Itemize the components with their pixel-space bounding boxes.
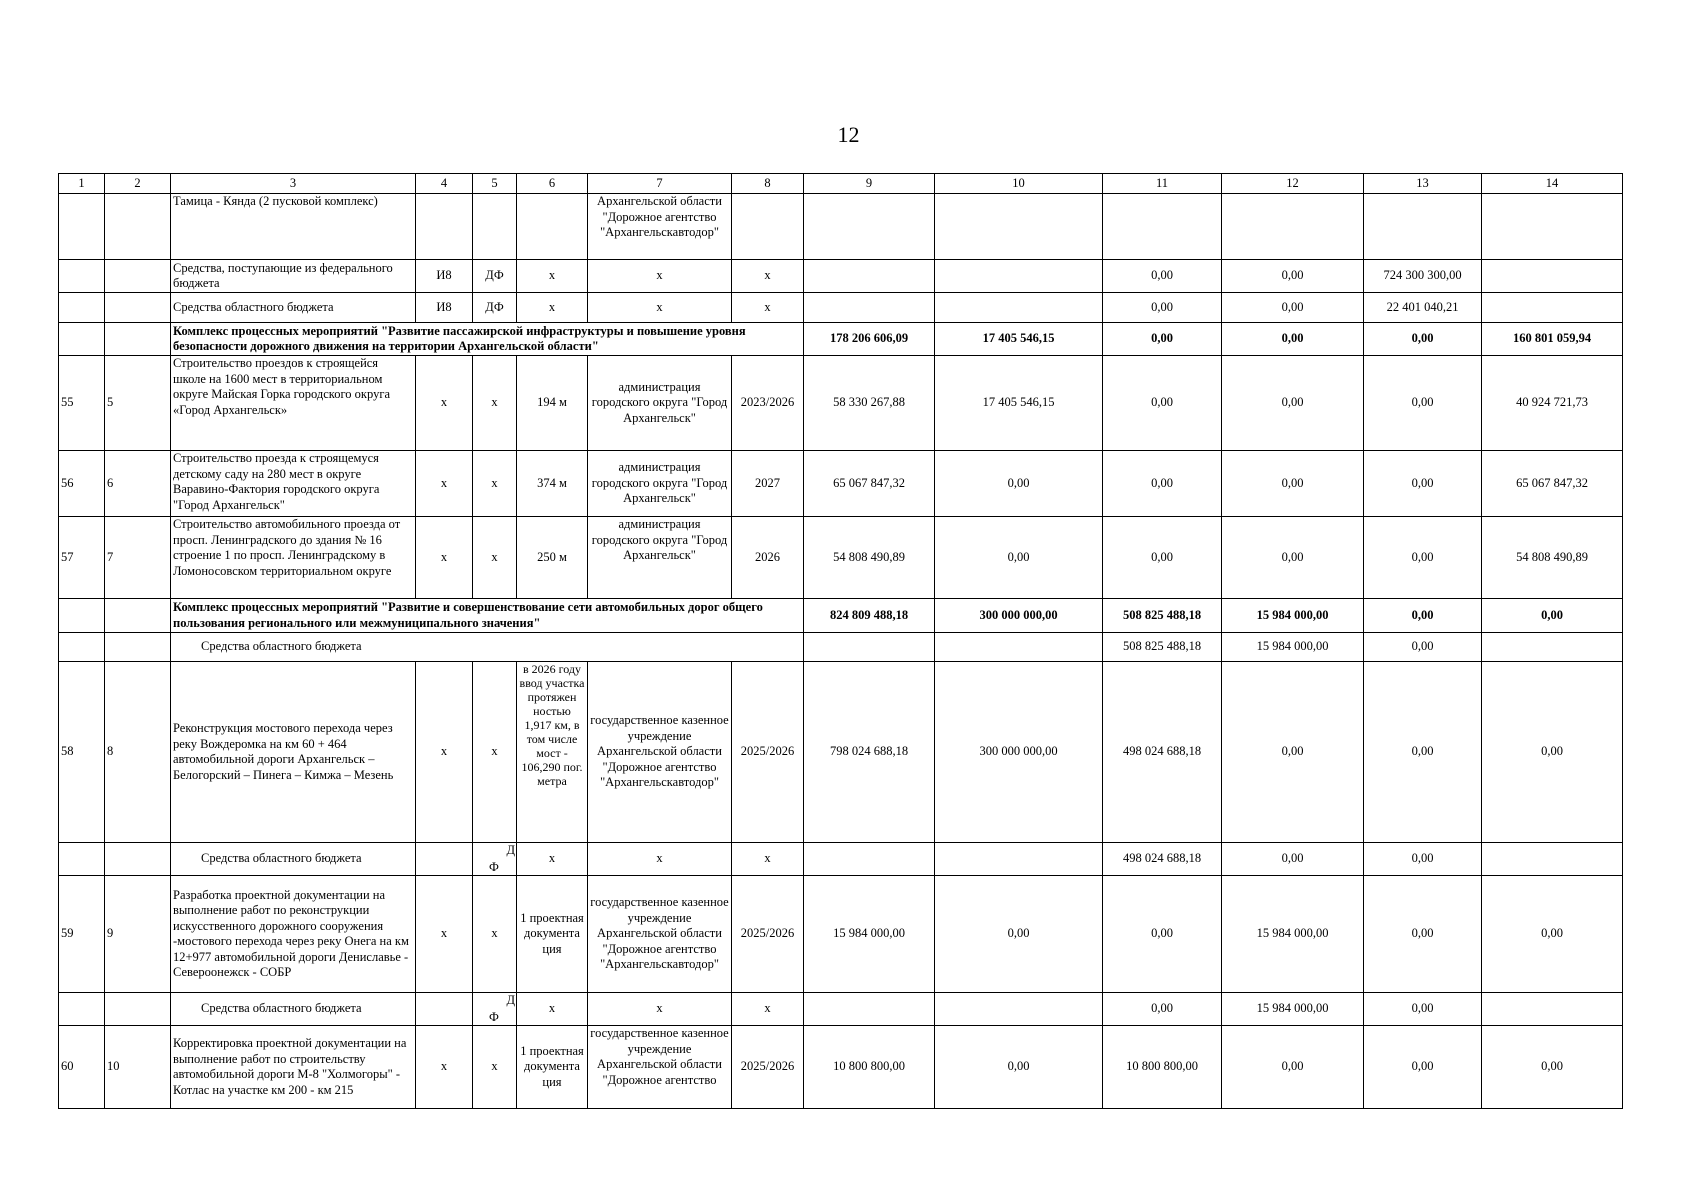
table-row [59, 260, 1623, 293]
executor: государственное казенное учреждение Архангельской области "Дорожное агентство "Архангельскавтодор" [588, 662, 732, 843]
amount-cell: 498 024 688,18 [1103, 662, 1222, 843]
period-cell: 2026 [732, 517, 804, 599]
col-header: 6 [517, 174, 588, 194]
activity-name: Корректировка проектной документации на выполнение работ по строительству автомобильной дороги М-8 "Холмогоры" - Котлас на участке км 200 - км 215 [171, 1026, 416, 1109]
amount-cell: 0,00 [1364, 517, 1482, 599]
cell: х [588, 993, 732, 1026]
cell: х [588, 293, 732, 323]
amount-cell: 798 024 688,18 [804, 662, 935, 843]
cell: х [588, 843, 732, 876]
amount-cell: 0,00 [1364, 993, 1482, 1026]
cell: х [517, 293, 588, 323]
amount-cell: 0,00 [1222, 293, 1364, 323]
amount-cell: 0,00 [1222, 1026, 1364, 1109]
cell: х [473, 876, 517, 993]
amount-cell: 0,00 [1364, 633, 1482, 662]
amount-cell: 300 000 000,00 [935, 599, 1103, 633]
result-cell: 374 м [517, 451, 588, 517]
col-header: 10 [935, 174, 1103, 194]
amount-cell: 0,00 [935, 451, 1103, 517]
section-title: Комплекс процессных мероприятий "Развитие пассажирской инфраструктуры и повышение уровня безопасности дорожного движения на территории Архангельской области" [171, 323, 804, 356]
amount-cell: 0,00 [1364, 843, 1482, 876]
row-number: 5 [105, 356, 171, 451]
amount-cell: 54 808 490,89 [1482, 517, 1623, 599]
amount-cell: 508 825 488,18 [1103, 633, 1222, 662]
result-cell: 194 м [517, 356, 588, 451]
cell: х [416, 356, 473, 451]
amount-cell: 0,00 [935, 1026, 1103, 1109]
period-cell: 2027 [732, 451, 804, 517]
col-header: 8 [732, 174, 804, 194]
row-number: 8 [105, 662, 171, 843]
amount-cell: 0,00 [935, 517, 1103, 599]
executor: государственное казенное учреждение Архангельской области "Дорожное агентство "Архангельскавтодор" [588, 876, 732, 993]
section-row [59, 323, 1623, 356]
amount-cell: 0,00 [1103, 876, 1222, 993]
executor: государственное казенное учреждение Архангельской области "Дорожное агентство [588, 1026, 732, 1109]
amount-cell: 0,00 [1103, 993, 1222, 1026]
executor: администрация городского округа "Город Архангельск" [588, 356, 732, 451]
code-cell: И8 [416, 260, 473, 293]
col-header: 5 [473, 174, 517, 194]
code-cell: ДФ [473, 260, 517, 293]
activity-name: Разработка проектной документации на выполнение работ по реконструкции искусственного дорожного сооружения -мостового перехода через реку Онега на км 12+977 автомобильной дороги Дениславье - Североонежск - СОБР [171, 876, 416, 993]
funding-source: Средства областного бюджета [171, 993, 416, 1026]
table-row [59, 356, 1623, 451]
table-row [59, 876, 1623, 993]
amount-cell: 0,00 [1364, 876, 1482, 993]
table-row [59, 843, 1623, 876]
amount-cell: 0,00 [1103, 356, 1222, 451]
executor: администрация городского округа "Город Архангельск" [588, 517, 732, 599]
amount-cell: 0,00 [1482, 1026, 1623, 1109]
cell: х [473, 662, 517, 843]
amount-cell: 0,00 [1222, 517, 1364, 599]
cell: х [473, 1026, 517, 1109]
cell: х [473, 517, 517, 599]
amount-cell: 65 067 847,32 [804, 451, 935, 517]
cell: х [588, 260, 732, 293]
amount-cell: 17 405 546,15 [935, 323, 1103, 356]
result-cell: 1 проектная документа ция [517, 1026, 588, 1109]
amount-cell: 0,00 [1103, 260, 1222, 293]
table-row [59, 662, 1623, 843]
amount-cell: 54 808 490,89 [804, 517, 935, 599]
code-cell: Д Ф [473, 843, 517, 876]
amount-cell: 0,00 [1364, 1026, 1482, 1109]
amount-cell: 160 801 059,94 [1482, 323, 1623, 356]
funding-source: Средства областного бюджета [171, 293, 416, 323]
result-cell: 1 проектная документа ция [517, 876, 588, 993]
amount-cell: 178 206 606,09 [804, 323, 935, 356]
page-number: 12 [837, 122, 860, 147]
period-cell: 2025/2026 [732, 662, 804, 843]
activity-name: Строительство автомобильного проезда от просп. Ленинградского до здания № 16 строение 1 по просп. Ленинградскому в Ломоносовском территориальном округе [171, 517, 416, 599]
col-header: 11 [1103, 174, 1222, 194]
amount-cell: 508 825 488,18 [1103, 599, 1222, 633]
amount-cell: 0,00 [1482, 599, 1623, 633]
row-number: 60 [59, 1026, 105, 1109]
table-row [59, 293, 1623, 323]
amount-cell: 40 924 721,73 [1482, 356, 1623, 451]
amount-cell: 0,00 [1103, 293, 1222, 323]
amount-cell: 15 984 000,00 [1222, 993, 1364, 1026]
amount-cell: 65 067 847,32 [1482, 451, 1623, 517]
cell: х [416, 517, 473, 599]
period-cell: 2025/2026 [732, 876, 804, 993]
amount-cell: 300 000 000,00 [935, 662, 1103, 843]
amount-cell: 58 330 267,88 [804, 356, 935, 451]
row-number: 57 [59, 517, 105, 599]
cell: х [517, 260, 588, 293]
activity-name: Строительство проезда к строящемуся детскому саду на 280 мест в округе Варавино-Фактория городского округа "Город Архангельск" [171, 451, 416, 517]
amount-cell: 824 809 488,18 [804, 599, 935, 633]
funding-source: Средства областного бюджета [171, 843, 416, 876]
amount-cell: 15 984 000,00 [1222, 599, 1364, 633]
amount-cell: 0,00 [1103, 451, 1222, 517]
row-number: 58 [59, 662, 105, 843]
amount-cell: 0,00 [1222, 662, 1364, 843]
amount-cell: 0,00 [1364, 662, 1482, 843]
cell: х [473, 451, 517, 517]
amount-cell: 0,00 [1222, 356, 1364, 451]
table-row [59, 1026, 1623, 1109]
budget-table [58, 173, 1623, 1109]
amount-cell: 0,00 [1222, 323, 1364, 356]
cell: х [416, 451, 473, 517]
cell: х [416, 1026, 473, 1109]
amount-cell: 0,00 [1482, 662, 1623, 843]
col-header: 12 [1222, 174, 1364, 194]
col-header: 7 [588, 174, 732, 194]
table-row [59, 993, 1623, 1026]
amount-cell: 15 984 000,00 [1222, 633, 1364, 662]
amount-cell: 17 405 546,15 [935, 356, 1103, 451]
amount-cell: 0,00 [1364, 356, 1482, 451]
row-number: 56 [59, 451, 105, 517]
amount-cell: 0,00 [1222, 260, 1364, 293]
amount-cell: 10 800 800,00 [1103, 1026, 1222, 1109]
amount-cell: 0,00 [935, 876, 1103, 993]
executor: администрация городского округа "Город Архангельск" [588, 451, 732, 517]
activity-name: Тамица - Кянда (2 пусковой комплекс) [171, 194, 416, 260]
col-header: 3 [171, 174, 416, 194]
code-cell: И8 [416, 293, 473, 323]
column-number-row [59, 174, 1623, 194]
amount-cell: 0,00 [1222, 451, 1364, 517]
code-cell: Д Ф [473, 993, 517, 1026]
period-cell: 2023/2026 [732, 356, 804, 451]
cell: х [732, 993, 804, 1026]
col-header: 1 [59, 174, 105, 194]
activity-name: Реконструкция мостового перехода через реку Вождеромка на км 60 + 464 автомобильной дороги Архангельск – Белогорский – Пинега – Кимжа – Мезень [171, 662, 416, 843]
amount-cell: 0,00 [1103, 517, 1222, 599]
row-number: 9 [105, 876, 171, 993]
executor: Архангельской области "Дорожное агентство "Архангельскавтодор" [588, 194, 732, 260]
cell: х [732, 843, 804, 876]
amount-cell: 0,00 [1364, 599, 1482, 633]
activity-name: Строительство проездов к строящейся школе на 1600 мест в территориальном округе Майская Горка городского округа «Город Архангельск» [171, 356, 416, 451]
cell: х [732, 260, 804, 293]
col-header: 4 [416, 174, 473, 194]
funding-source: Средства областного бюджета [171, 633, 804, 662]
result-cell: в 2026 году ввод участка протяжен ностью 1,917 км, в том числе мост - 106,290 пог. метра [517, 662, 588, 843]
amount-cell: 724 300 300,00 [1364, 260, 1482, 293]
amount-cell: 15 984 000,00 [804, 876, 935, 993]
col-header: 2 [105, 174, 171, 194]
amount-cell: 22 401 040,21 [1364, 293, 1482, 323]
period-cell: 2025/2026 [732, 1026, 804, 1109]
row-number: 59 [59, 876, 105, 993]
cell: х [517, 843, 588, 876]
amount-cell: 10 800 800,00 [804, 1026, 935, 1109]
amount-cell: 0,00 [1103, 323, 1222, 356]
amount-cell: 0,00 [1222, 843, 1364, 876]
table-row [59, 633, 1623, 662]
row-number: 55 [59, 356, 105, 451]
row-number: 10 [105, 1026, 171, 1109]
cell: х [473, 356, 517, 451]
section-row [59, 599, 1623, 633]
cell: х [416, 876, 473, 993]
cell: х [416, 662, 473, 843]
funding-source: Средства, поступающие из федерального бюджета [171, 260, 416, 293]
amount-cell: 0,00 [1482, 876, 1623, 993]
section-title: Комплекс процессных мероприятий "Развитие и совершенствование сети автомобильных дорог общего пользования регионального или межмуниципального значения" [171, 599, 804, 633]
amount-cell: 15 984 000,00 [1222, 876, 1364, 993]
amount-cell: 0,00 [1364, 451, 1482, 517]
table-row [59, 194, 1623, 260]
col-header: 13 [1364, 174, 1482, 194]
table-row [59, 517, 1623, 599]
result-cell: 250 м [517, 517, 588, 599]
amount-cell: 498 024 688,18 [1103, 843, 1222, 876]
cell: х [517, 993, 588, 1026]
row-number: 6 [105, 451, 171, 517]
amount-cell: 0,00 [1364, 323, 1482, 356]
row-number: 7 [105, 517, 171, 599]
code-cell: ДФ [473, 293, 517, 323]
table-row [59, 451, 1623, 517]
col-header: 14 [1482, 174, 1623, 194]
cell: х [732, 293, 804, 323]
col-header: 9 [804, 174, 935, 194]
